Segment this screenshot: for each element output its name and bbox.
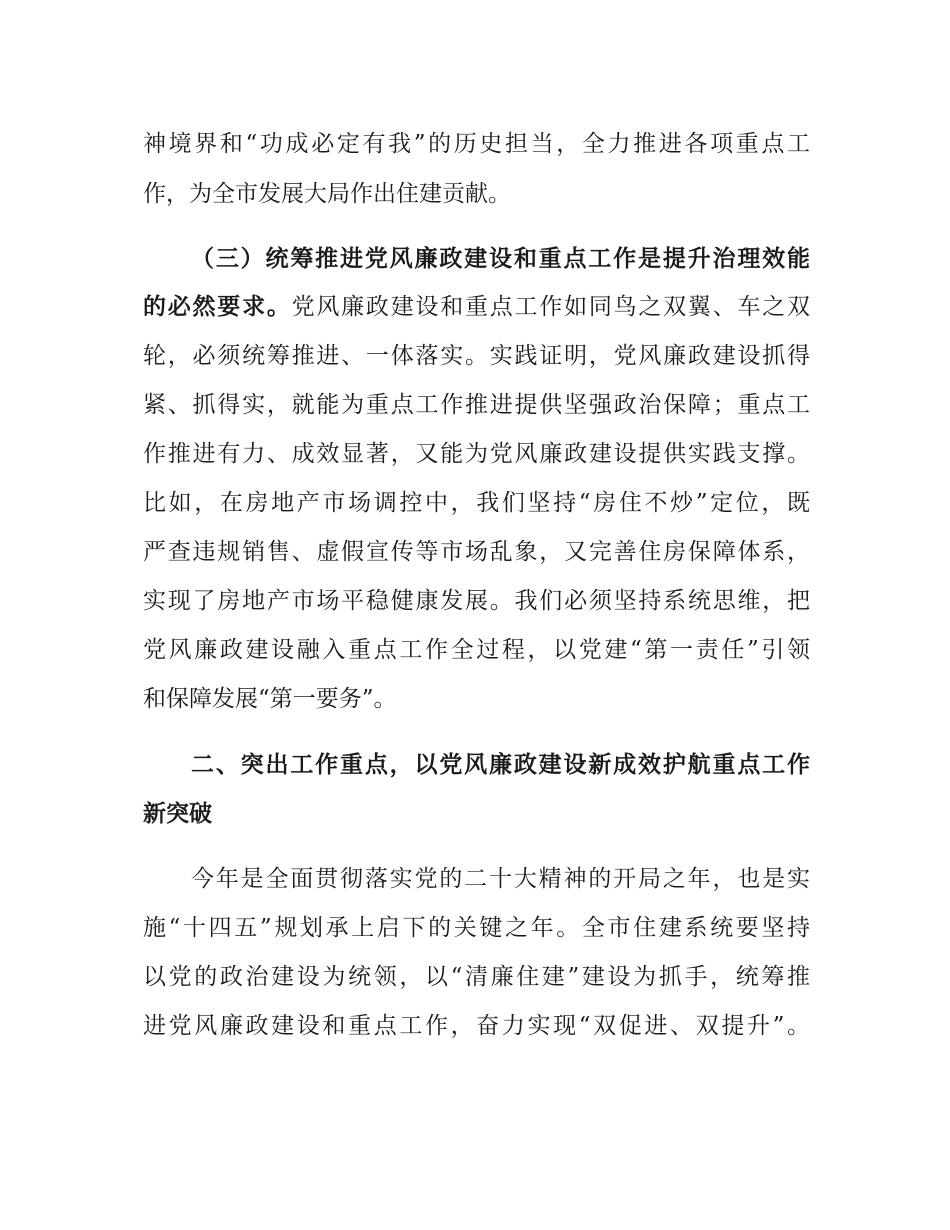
body-text-line: 作，为全市发展大局作出住建贡献。 [143,181,511,207]
body-text-line: 比如，在房地产市场调控中，我们坚持“房住不炒”定位，既 [143,490,810,516]
body-text-line: 进党风廉政建设和重点工作，奋力实现“双促进、双提升”。 [143,1013,810,1039]
subsection-heading-tail: 的必然要求。 [143,294,292,320]
body-text-line [143,289,810,325]
body-text-line: 严查违规销售、虚假宣传等市场乱象，又完善住房保障体系， [143,539,810,565]
body-text-line: 以党的政治建设为统领，以“清廉住建”建设为抓手，统筹推 [143,964,810,990]
body-text-line: 和保障发展“第一要务”。 [143,686,397,712]
body-text-line: 党风廉政建设融入重点工作全过程，以党建“第一责任”引领 [143,637,810,663]
body-text-segment: 党风廉政建设和重点工作如同鸟之双翼、车之双 [291,294,811,320]
body-text-line: 神境界和“功成必定有我”的历史担当，全力推进各项重点工 [143,131,810,157]
section-heading: 新突破 [143,801,212,827]
body-text-line: 紧、抓得实，就能为重点工作推进提供坚强政治保障；重点工 [143,392,810,418]
body-text-line: 今年是全面贯彻落实党的二十大精神的开局之年，也是实 [191,866,810,892]
body-text-line: 作推进有力、成效显著，又能为党风廉政建设提供实践支撑。 [143,441,810,467]
section-heading: 二、突出工作重点，以党风廉政建设新成效护航重点工作 [191,752,810,778]
body-text-line: 轮，必须统筹推进、一体落实。实践证明，党风廉政建设抓得 [143,343,810,369]
body-text-line: 实现了房地产市场平稳健康发展。我们必须坚持系统思维，把 [143,588,810,614]
body-text-line: 施“十四五”规划承上启下的关键之年。全市住建系统要坚持 [143,915,810,941]
subsection-heading: （三）统筹推进党风廉政建设和重点工作是提升治理效能 [191,246,810,272]
